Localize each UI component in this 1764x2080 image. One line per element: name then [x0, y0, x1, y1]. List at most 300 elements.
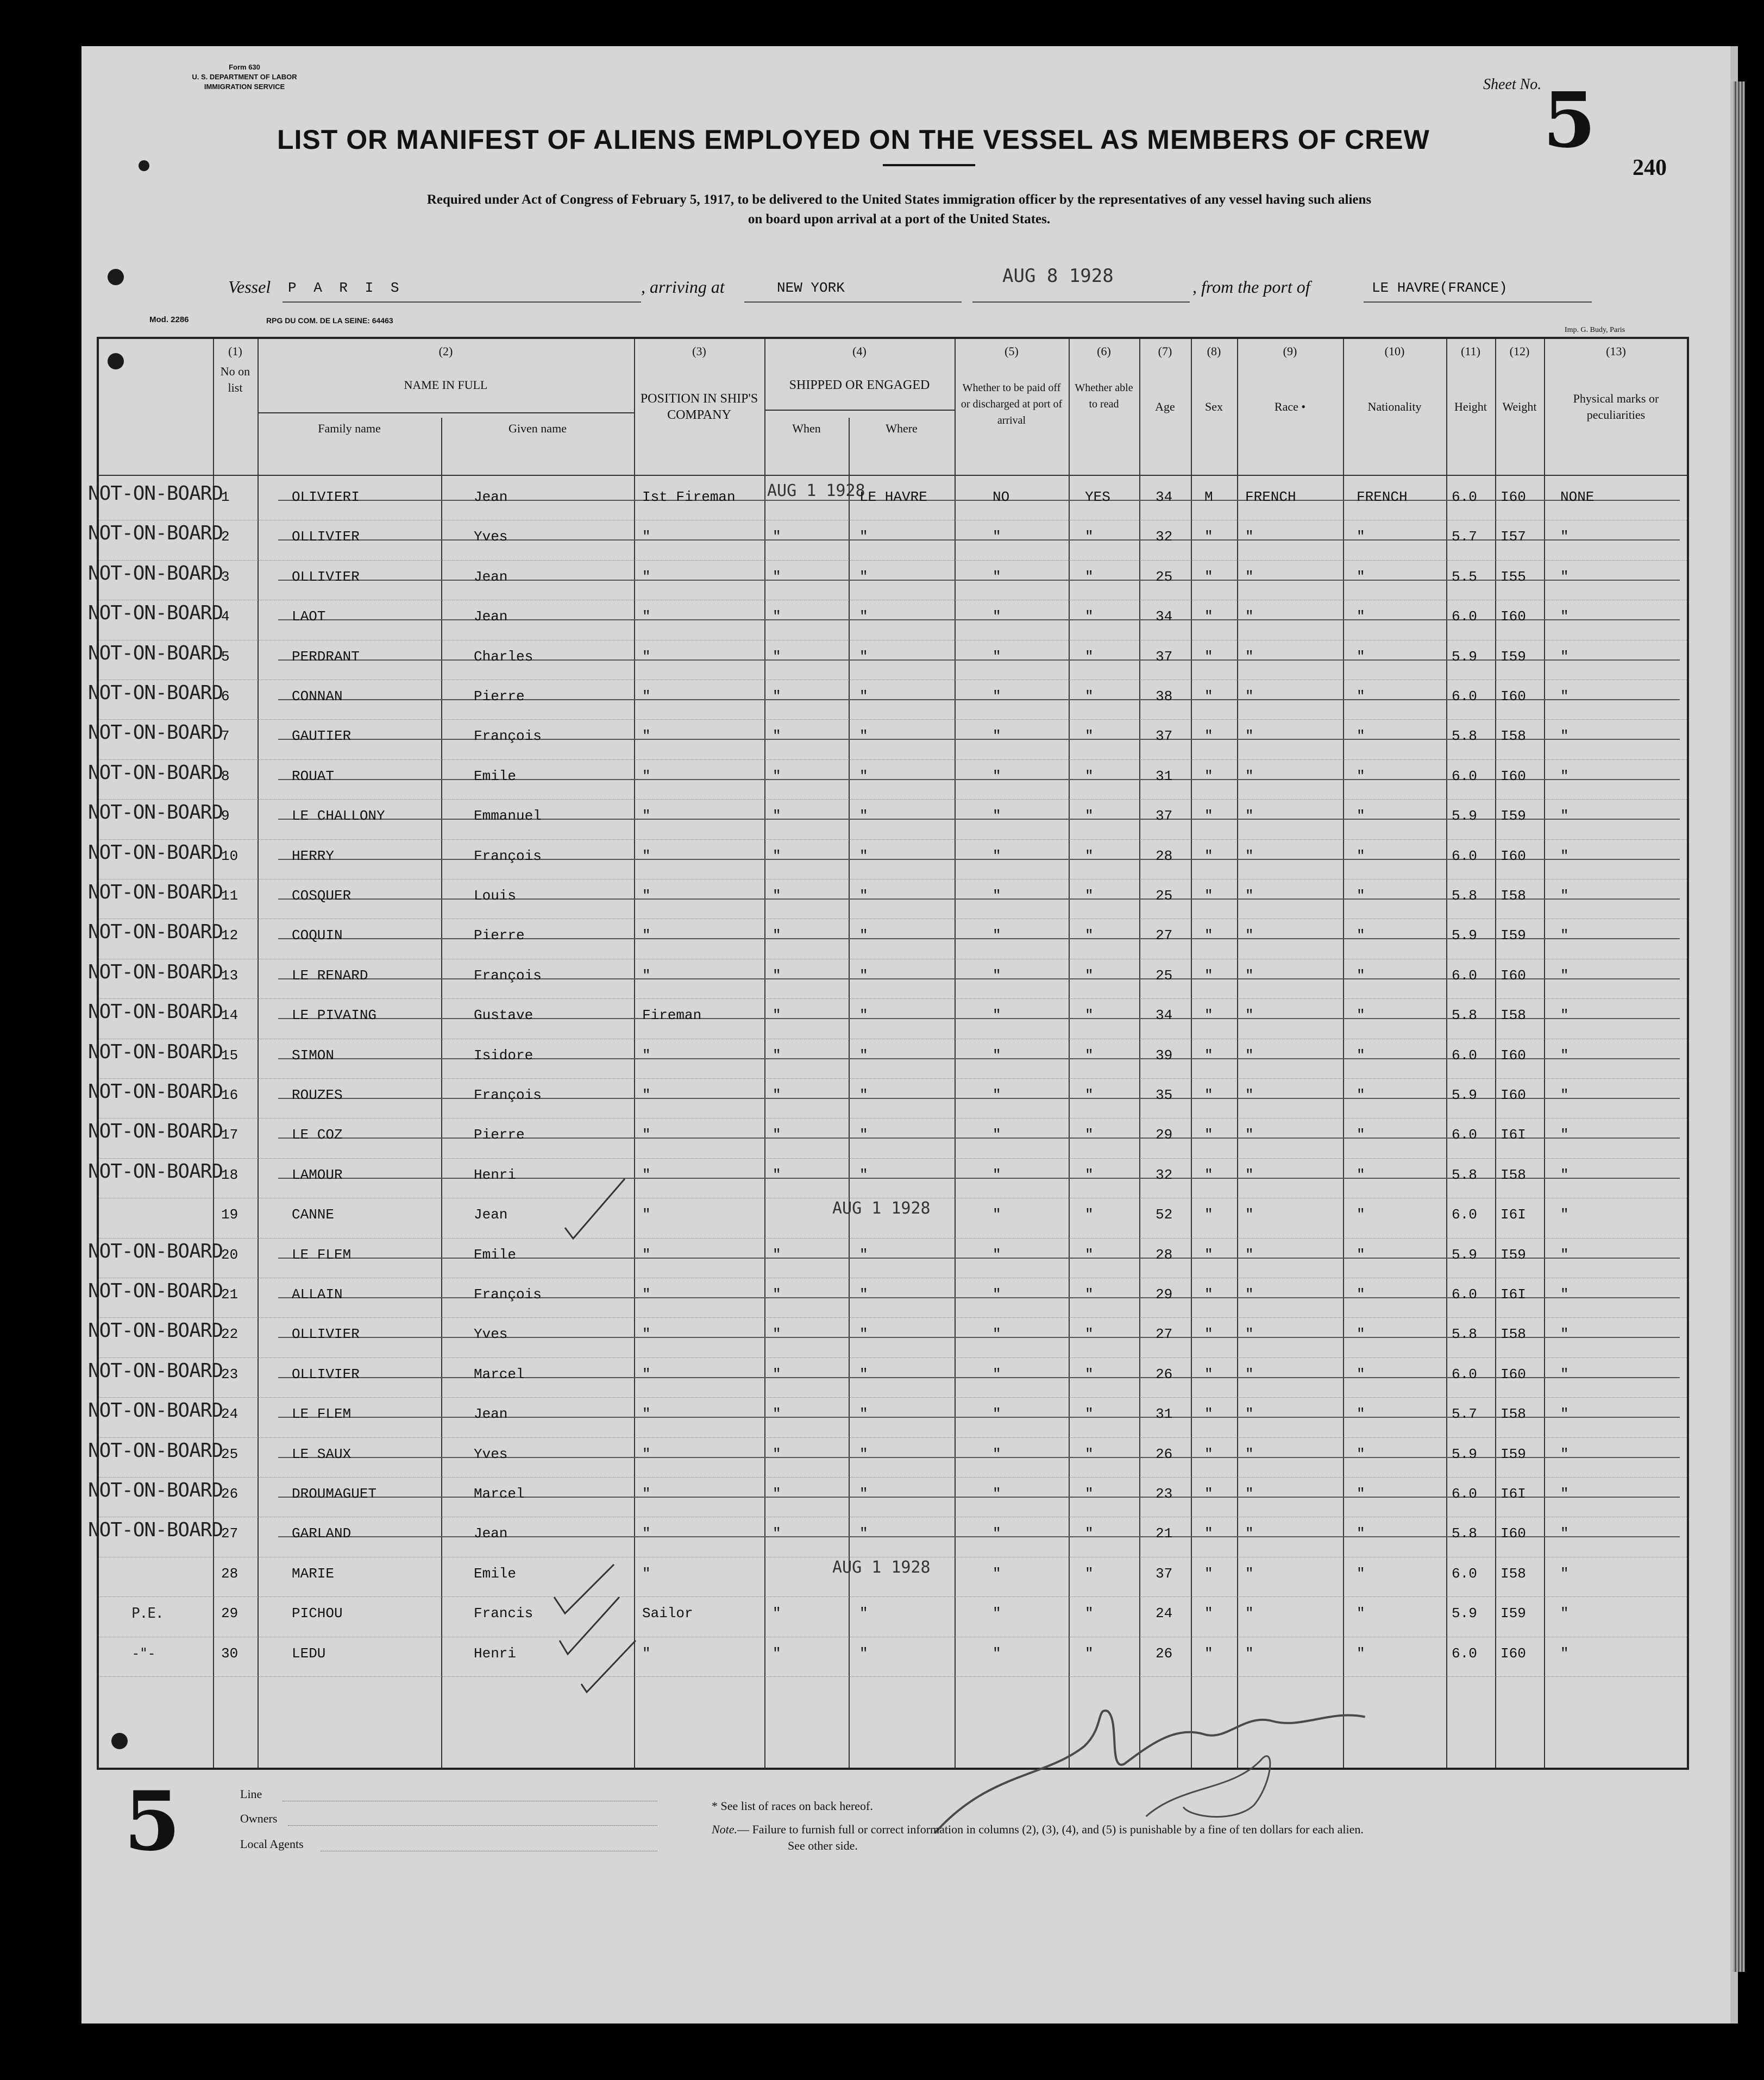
shipped-where: ": [859, 1047, 868, 1064]
paid-off: ": [993, 608, 1001, 625]
given-name: Francis: [474, 1605, 533, 1622]
not-on-board-stamp: NOT-ON-BOARD: [88, 1120, 223, 1143]
table-row: [88, 1438, 1687, 1478]
col12-number: (12): [1509, 344, 1530, 358]
col6-number: (6): [1097, 344, 1111, 358]
race: ": [1245, 1406, 1254, 1423]
physical-marks: ": [1560, 847, 1569, 864]
given-name: Jean: [474, 1206, 508, 1223]
physical-marks: ": [1560, 808, 1569, 825]
check-mark: [554, 1564, 614, 1613]
table-row: [88, 1478, 1687, 1518]
given-name: Yves: [474, 1326, 508, 1343]
race: ": [1245, 1366, 1254, 1383]
able-to-read: ": [1085, 608, 1094, 625]
shipped-where: ": [859, 1127, 868, 1143]
shipped-where: LE HAVRE: [859, 489, 927, 505]
table-row: [88, 1239, 1687, 1279]
shipped-where: ": [859, 728, 868, 745]
sex: ": [1204, 1406, 1213, 1423]
physical-marks: ": [1560, 927, 1569, 944]
shipped-where: ": [859, 1087, 868, 1103]
sex: ": [1204, 1446, 1213, 1462]
not-on-board-stamp: NOT-ON-BOARD: [88, 1439, 223, 1462]
not-on-board-stamp: NOT-ON-BOARD: [88, 881, 223, 903]
race: ": [1245, 768, 1254, 784]
row-number: 6: [221, 688, 230, 705]
not-on-board-stamp: NOT-ON-BOARD: [88, 1280, 223, 1302]
race: ": [1245, 1286, 1254, 1303]
row-number: 5: [221, 648, 230, 665]
position: ": [642, 808, 651, 825]
row-number: 26: [221, 1486, 238, 1502]
paid-off: ": [993, 1087, 1001, 1103]
printer-reference: RPG DU COM. DE LA SEINE: 64463: [266, 316, 393, 325]
shipped-where: ": [859, 1525, 868, 1542]
family-name: MARIE: [292, 1565, 335, 1582]
nationality: ": [1357, 1406, 1365, 1423]
row-rule: [99, 719, 1687, 720]
given-name: Emile: [474, 768, 517, 784]
shipped-when: ": [773, 1007, 781, 1024]
shipped-when: ": [773, 1486, 781, 1502]
row-number: 20: [221, 1246, 238, 1263]
sex: ": [1204, 1645, 1213, 1662]
table-row: [88, 1000, 1687, 1039]
position: ": [642, 888, 651, 904]
position: ": [642, 608, 651, 625]
able-to-read: ": [1085, 1486, 1094, 1502]
table-row: [88, 720, 1687, 760]
check-mark: [560, 1597, 619, 1654]
paid-off: NO: [993, 489, 1010, 505]
row-number: 17: [221, 1127, 238, 1143]
row-number: 8: [221, 768, 230, 784]
table-row: [88, 1279, 1687, 1318]
race: ": [1245, 888, 1254, 904]
nationality: ": [1357, 1525, 1365, 1542]
position: ": [642, 529, 651, 545]
sex: ": [1204, 648, 1213, 665]
physical-marks: ": [1560, 1446, 1569, 1462]
row-number: 9: [221, 808, 230, 825]
from-label: , from the port of: [1192, 277, 1310, 297]
col9-header: Race •: [1274, 400, 1306, 413]
family-name: OLLIVIER: [292, 568, 360, 585]
sex: ": [1204, 967, 1213, 984]
age: 21: [1156, 1525, 1173, 1542]
physical-marks: ": [1560, 1525, 1569, 1542]
height: 5.8: [1452, 1166, 1477, 1183]
height: 6.0: [1452, 608, 1477, 625]
row-rule: [99, 1317, 1687, 1318]
col2a-header: Family name: [318, 422, 381, 435]
weight: I58: [1501, 1326, 1526, 1343]
race: FRENCH: [1245, 489, 1296, 505]
check-marks: [543, 1152, 706, 1695]
family-name: LE PIVAING: [292, 1007, 377, 1024]
height: 6.0: [1452, 1206, 1477, 1223]
col2-header: NAME IN FULL: [404, 378, 488, 392]
position: ": [642, 1206, 651, 1223]
height: 5.9: [1452, 808, 1477, 825]
age: 52: [1156, 1206, 1173, 1223]
nationality: ": [1357, 1645, 1365, 1662]
weight: I59: [1501, 927, 1526, 944]
owners-label: Owners: [240, 1812, 278, 1825]
row-number: 10: [221, 847, 238, 864]
position: ": [642, 1525, 651, 1542]
paid-off: ": [993, 1047, 1001, 1064]
vessel-underline: [283, 301, 641, 303]
physical-marks: ": [1560, 1206, 1569, 1223]
paid-off: ": [993, 568, 1001, 585]
age: 27: [1156, 1326, 1173, 1343]
nationality: ": [1357, 728, 1365, 745]
not-on-board-stamp: NOT-ON-BOARD: [88, 522, 223, 545]
check-mark: [581, 1641, 636, 1692]
penalty-note: [712, 1823, 1364, 1837]
row-number: 7: [221, 728, 230, 745]
given-name: François: [474, 1087, 542, 1103]
sex: ": [1204, 1486, 1213, 1502]
not-on-board-stamp: NOT-ON-BOARD: [88, 1399, 223, 1422]
height: 5.9: [1452, 1446, 1477, 1462]
shipped-when: ": [773, 608, 781, 625]
service: IMMIGRATION SERVICE: [204, 83, 285, 91]
paid-off: ": [993, 728, 1001, 745]
age: 29: [1156, 1127, 1173, 1143]
race: ": [1245, 1446, 1254, 1462]
not-on-board-stamp: NOT-ON-BOARD: [88, 801, 223, 824]
height: 5.8: [1452, 1326, 1477, 1343]
row-number: 2: [221, 529, 230, 545]
col3-number: (3): [692, 344, 706, 358]
paid-off: ": [993, 1246, 1001, 1263]
height: 5.9: [1452, 648, 1477, 665]
given-name: Henri: [474, 1166, 517, 1183]
physical-marks: ": [1560, 1127, 1569, 1143]
form-number: Form 630: [229, 63, 260, 71]
paid-off: ": [993, 1366, 1001, 1383]
able-to-read: ": [1085, 1565, 1094, 1582]
age: 37: [1156, 728, 1173, 745]
table-row: [88, 601, 1687, 640]
line-label: Line: [240, 1787, 262, 1801]
able-to-read: ": [1085, 1366, 1094, 1383]
shipped-when: AUG 1 1928: [832, 1557, 931, 1577]
paid-off: ": [993, 648, 1001, 665]
given-name: Emile: [474, 1565, 517, 1582]
position: Sailor: [642, 1605, 693, 1622]
row-number: 23: [221, 1366, 238, 1383]
row-rule: [99, 998, 1687, 999]
age: 24: [1156, 1605, 1173, 1622]
paid-off: ": [993, 808, 1001, 825]
family-name: LE CHALLONY: [292, 808, 385, 825]
physical-marks: ": [1560, 1047, 1569, 1064]
table-row: [88, 521, 1687, 561]
shipped-when: ": [773, 1446, 781, 1462]
race: ": [1245, 648, 1254, 665]
shipped-when: ": [773, 967, 781, 984]
able-to-read: ": [1085, 688, 1094, 705]
table-row: [88, 641, 1687, 681]
shipped-where: ": [859, 1486, 868, 1502]
weight: I59: [1501, 808, 1526, 825]
age: 32: [1156, 529, 1173, 545]
position: ": [642, 648, 651, 665]
shipped-when: ": [773, 568, 781, 585]
position: ": [642, 1406, 651, 1423]
position: ": [642, 1366, 651, 1383]
height: 5.8: [1452, 1525, 1477, 1542]
shipped-when: ": [773, 1406, 781, 1423]
col2b-header: Given name: [509, 422, 567, 435]
family-name: LE FLEM: [292, 1246, 351, 1263]
race: ": [1245, 1127, 1254, 1143]
race: ": [1245, 1525, 1254, 1542]
table-body: [88, 481, 1687, 1758]
paid-off: ": [993, 1486, 1001, 1502]
nationality: ": [1357, 1605, 1365, 1622]
weight: I60: [1501, 967, 1526, 984]
owners-underline: [288, 1825, 657, 1826]
shipped-when: AUG 1 1928: [767, 481, 865, 500]
weight: I60: [1501, 1047, 1526, 1064]
paid-off: ": [993, 1206, 1001, 1223]
height: 6.0: [1452, 1645, 1477, 1662]
nationality: ": [1357, 768, 1365, 784]
height: 5.8: [1452, 728, 1477, 745]
arriving-label: , arriving at: [641, 277, 725, 297]
row-number: 22: [221, 1326, 238, 1343]
given-name: Jean: [474, 608, 508, 625]
weight: I59: [1501, 648, 1526, 665]
position: ": [642, 1246, 651, 1263]
row-number: 19: [221, 1206, 238, 1223]
row-number: 11: [221, 888, 238, 904]
family-name: DROUMAGUET: [292, 1486, 377, 1502]
not-on-board-stamp: NOT-ON-BOARD: [88, 1359, 223, 1382]
paid-off: ": [993, 888, 1001, 904]
paid-off: ": [993, 1565, 1001, 1582]
height: 6.0: [1452, 1047, 1477, 1064]
able-to-read: ": [1085, 1246, 1094, 1263]
not-on-board-stamp: NOT-ON-BOARD: [88, 1040, 223, 1063]
position: ": [642, 688, 651, 705]
shipped-where: ": [859, 648, 868, 665]
able-to-read: ": [1085, 768, 1094, 784]
given-name: Jean: [474, 489, 508, 505]
position: ": [642, 1166, 651, 1183]
col4-number: (4): [852, 344, 867, 358]
physical-marks: ": [1560, 1605, 1569, 1622]
shipped-where: ": [859, 1007, 868, 1024]
not-on-board-stamp: NOT-ON-BOARD: [88, 1319, 223, 1342]
race: ": [1245, 1565, 1254, 1582]
physical-marks: ": [1560, 1246, 1569, 1263]
position: ": [642, 1326, 651, 1343]
given-name: Isidore: [474, 1047, 533, 1064]
weight: I6I: [1501, 1127, 1526, 1143]
nationality: ": [1357, 1087, 1365, 1103]
position: ": [642, 1286, 651, 1303]
not-on-board-stamp: NOT-ON-BOARD: [88, 1080, 223, 1103]
weight: I58: [1501, 888, 1526, 904]
page-stack-edge: [1733, 81, 1745, 1972]
table-row: [88, 1398, 1687, 1438]
shipped-when: ": [773, 808, 781, 825]
shipped-where: ": [859, 1246, 868, 1263]
height: 6.0: [1452, 1366, 1477, 1383]
sex: ": [1204, 1565, 1213, 1582]
row-number: 27: [221, 1525, 238, 1542]
row-number: 18: [221, 1166, 238, 1183]
table-row: [88, 1079, 1687, 1119]
col9-number: (9): [1283, 344, 1297, 358]
height: 5.9: [1452, 927, 1477, 944]
weight: I60: [1501, 688, 1526, 705]
height: 6.0: [1452, 768, 1477, 784]
not-on-board-stamp: NOT-ON-BOARD: [88, 602, 223, 625]
given-name: François: [474, 967, 542, 984]
crew-manifest-table: [88, 337, 1689, 1770]
shipped-when: ": [773, 1087, 781, 1103]
shipped-where: ": [859, 888, 868, 904]
not-on-board-stamp: NOT-ON-BOARD: [88, 1519, 223, 1542]
weight: I57: [1501, 529, 1526, 545]
position: Fireman: [642, 1007, 702, 1024]
race: ": [1245, 728, 1254, 745]
binder-hole: [108, 269, 124, 285]
physical-marks: ": [1560, 1486, 1569, 1502]
race: ": [1245, 1645, 1254, 1662]
age: 29: [1156, 1286, 1173, 1303]
nationality: ": [1357, 1286, 1365, 1303]
able-to-read: ": [1085, 648, 1094, 665]
from-underline: [1364, 301, 1592, 303]
col11-header: Height: [1454, 400, 1487, 413]
sex: ": [1204, 1525, 1213, 1542]
row-rule: [99, 1238, 1687, 1239]
age: 37: [1156, 1565, 1173, 1582]
not-on-board-stamp: NOT-ON-BOARD: [88, 642, 223, 664]
sex: ": [1204, 568, 1213, 585]
height: 6.0: [1452, 847, 1477, 864]
header-bottom-line: [99, 475, 1687, 476]
col12-header: Weight: [1502, 400, 1537, 413]
position: ": [642, 1446, 651, 1462]
shipped-when: ": [773, 1366, 781, 1383]
race: ": [1245, 1087, 1254, 1103]
given-name: Marcel: [474, 1366, 525, 1383]
family-name: LAOT: [292, 608, 326, 625]
table-row: [88, 681, 1687, 720]
shipped-when: ": [773, 1326, 781, 1343]
row-rule: [99, 560, 1687, 561]
weight: I60: [1501, 1366, 1526, 1383]
not-on-board-stamp: NOT-ON-BOARD: [88, 1160, 223, 1183]
row-number: 28: [221, 1565, 238, 1582]
physical-marks: ": [1560, 1565, 1569, 1582]
position: ": [642, 1127, 651, 1143]
shipped-when: ": [773, 768, 781, 784]
weight: I60: [1501, 1525, 1526, 1542]
family-name: LE RENARD: [292, 967, 368, 984]
position: ": [642, 728, 651, 745]
family-name: CONNAN: [292, 688, 343, 705]
row-number: 29: [221, 1605, 238, 1622]
paid-off: ": [993, 1286, 1001, 1303]
not-on-board-stamp: NOT-ON-BOARD: [88, 1001, 223, 1023]
position: ": [642, 568, 651, 585]
sex: ": [1204, 1127, 1213, 1143]
not-on-board-stamp: NOT-ON-BOARD: [88, 482, 223, 505]
able-to-read: ": [1085, 728, 1094, 745]
nationality: ": [1357, 967, 1365, 984]
age: 27: [1156, 927, 1173, 944]
check-mark: [565, 1179, 625, 1239]
page-title: LIST OR MANIFEST OF ALIENS EMPLOYED ON THE VESSEL AS MEMBERS OF CREW: [277, 124, 1430, 155]
given-name: Pierre: [474, 1127, 525, 1143]
weight: I6I: [1501, 1206, 1526, 1223]
family-name: CANNE: [292, 1206, 335, 1223]
paid-off: ": [993, 768, 1001, 784]
page-number: 240: [1633, 155, 1667, 180]
shipped-where: ": [859, 967, 868, 984]
able-to-read: ": [1085, 1286, 1094, 1303]
table-row: [88, 1119, 1687, 1159]
race: ": [1245, 927, 1254, 944]
paid-off: ": [993, 927, 1001, 944]
given-name: Yves: [474, 529, 508, 545]
age: 32: [1156, 1166, 1173, 1183]
height: 6.0: [1452, 688, 1477, 705]
subtitle-line-2: on board upon arrival at a port of the United States.: [748, 212, 1051, 227]
not-on-board-stamp: NOT-ON-BOARD: [88, 682, 223, 704]
position: ": [642, 1087, 651, 1103]
not-on-board-stamp: NOT-ON-BOARD: [88, 960, 223, 983]
able-to-read: ": [1085, 1087, 1094, 1103]
sex: ": [1204, 1246, 1213, 1263]
weight: I60: [1501, 1087, 1526, 1103]
nationality: ": [1357, 1166, 1365, 1183]
nationality: FRENCH: [1357, 489, 1408, 505]
row-number: 12: [221, 927, 238, 944]
shipped-where: ": [859, 1645, 868, 1662]
weight: I60: [1501, 768, 1526, 784]
paid-off: ": [993, 1406, 1001, 1423]
weight: I59: [1501, 1446, 1526, 1462]
able-to-read: ": [1085, 568, 1094, 585]
shipped-when: ": [773, 1127, 781, 1143]
paid-off: ": [993, 1127, 1001, 1143]
race: ": [1245, 967, 1254, 984]
age: 28: [1156, 847, 1173, 864]
row-number: 3: [221, 568, 230, 585]
sex: M: [1204, 489, 1213, 505]
nationality: ": [1357, 1246, 1365, 1263]
shipped-when: ": [773, 1246, 781, 1263]
given-name: Pierre: [474, 688, 525, 705]
nationality: ": [1357, 648, 1365, 665]
given-name: François: [474, 728, 542, 745]
col5-number: (5): [1005, 344, 1019, 358]
row-rule: [99, 1437, 1687, 1438]
physical-marks: ": [1560, 688, 1569, 705]
races-note: * See list of races on back hereof.: [712, 1799, 873, 1813]
